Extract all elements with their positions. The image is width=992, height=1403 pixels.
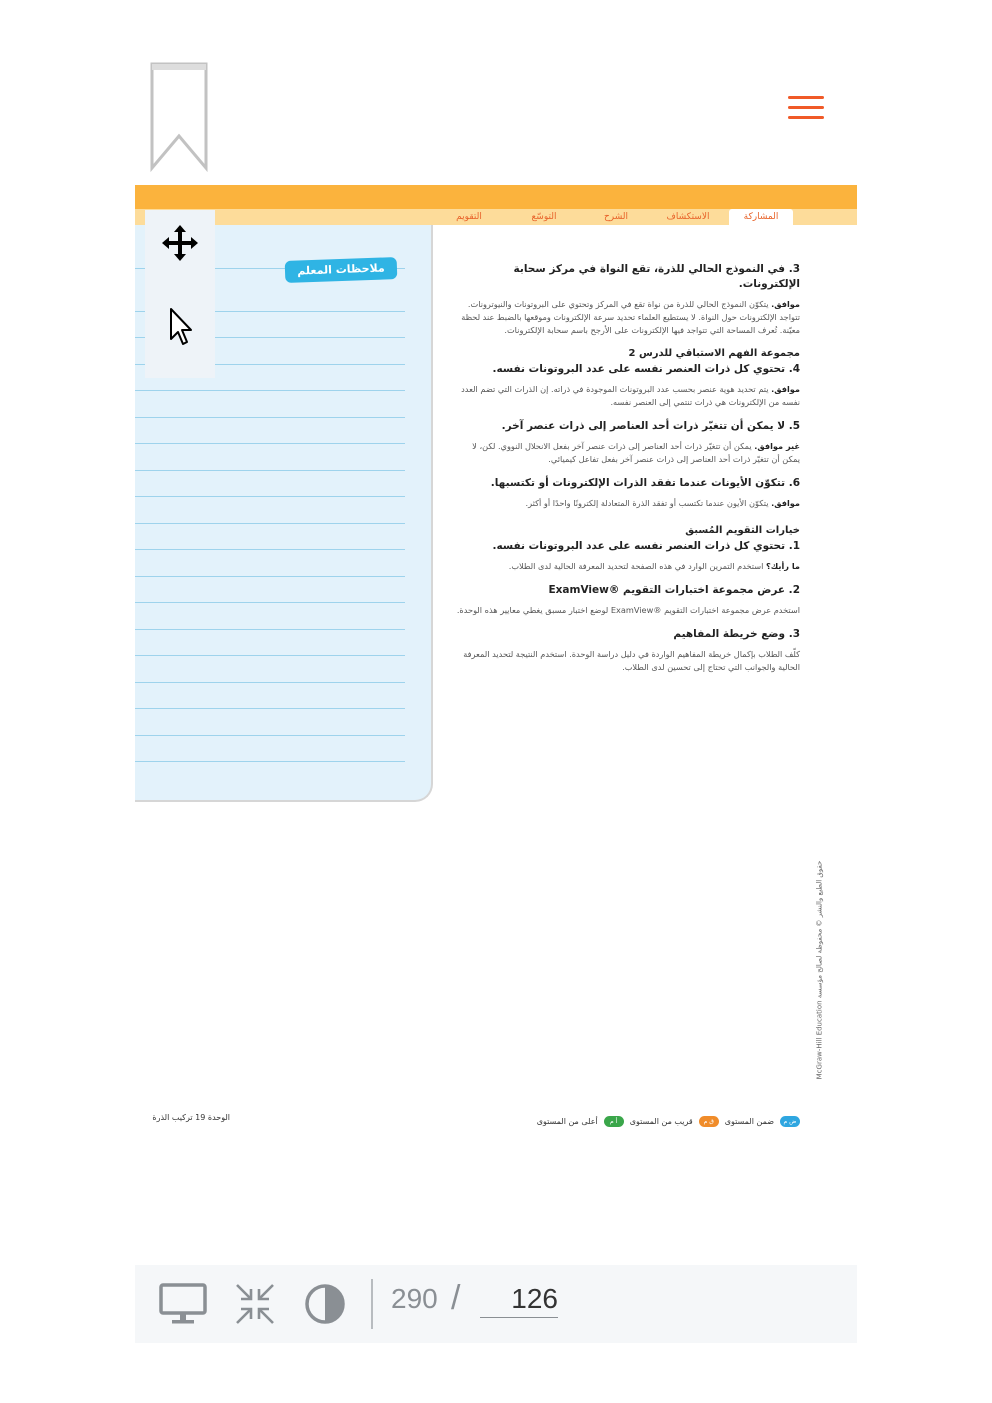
viewer-toolbar	[135, 1265, 857, 1343]
level-legend	[490, 1113, 800, 1129]
total-pages: 290	[391, 1283, 438, 1314]
statement-5: 5. لا يمكن أن تتغيّر ذرات أحد العناصر إلى ذرات عنصر آخر.	[501, 420, 800, 432]
bookmark-icon[interactable]	[148, 60, 210, 172]
lesson-tabs	[135, 209, 857, 225]
statement-6: 6. تتكوّن الأيونات عندما تفقد الذرات الإلكترونات أو تكتسبها.	[490, 477, 800, 489]
answer-6: موافق. يتكوّن الأيون عندما تكتسب أو تفقد الذرة المتعادلة إلكترونًا واحدًا أو أكثر.	[525, 498, 800, 508]
tab-explain[interactable]: الشرح	[603, 212, 629, 222]
option-2: 2. عرض مجموعة اختبارات التقويم ®ExamView	[548, 584, 800, 596]
options-title: خيارات التقويم المُسبق	[685, 525, 800, 536]
tab-engage[interactable]: المشاركة	[729, 209, 793, 225]
toolbar-separator	[371, 1279, 373, 1329]
approaching-level-badge: ق م	[699, 1116, 719, 1127]
monitor-icon[interactable]	[159, 1281, 207, 1327]
beyond-level-label: أعلى من المستوى	[536, 1116, 598, 1126]
pointer-icon[interactable]	[159, 306, 201, 348]
page-slash: /	[451, 1279, 461, 1317]
statement-4: 4. تحتوي كل ذرات العنصر نفسه على عدد البروتونات نفسه.	[492, 363, 800, 375]
menu-icon[interactable]	[788, 96, 824, 124]
approaching-level-label: قريب من المستوى	[629, 1116, 693, 1126]
tab-explore[interactable]: الاستكشاف	[666, 212, 710, 222]
answer-3: موافق. يتكوّن النموذج الحالي للذرة من نواة تقع في المركز وتحتوي على البروتونات والنيوترونات. تتواجد الإلكترونات حول النواة. لا يستطيع العلماء تحديد سرعة الإلكترونات وموقعها بالضبط عند لحظة معيّنة. تُعرف المساحة التي تتواجد فيها الإلكترونات على الأرجح باسم سحابة الإلكترونات.	[461, 299, 800, 335]
tab-elaborate[interactable]: التوسّع	[531, 212, 557, 222]
tool-palette	[145, 210, 215, 378]
tab-evaluate[interactable]: التقويم	[456, 212, 482, 222]
teacher-notes-title: ملاحظات المعلم	[285, 257, 398, 283]
option-3: 3. وضع خريطة المفاهيم	[673, 628, 800, 640]
statement-3: 3. في النموذج الحالي للذرة، تقع النواة في مركز سحابة الإلكترونات.	[513, 263, 800, 290]
beyond-level-badge: أ م	[604, 1116, 624, 1127]
lesson-content	[455, 262, 800, 684]
move-icon[interactable]	[159, 222, 201, 264]
option-1-text: ما رأيك؟ استخدم التمرين الوارد في هذه الصفحة لتحديد المعرفة الحالية لدى الطلاب.	[508, 561, 800, 571]
unit-footer: الوحدة 19 تركيب الذرة	[152, 1113, 230, 1122]
group-title: مجموعة الفهم الاستباقي للدرس 2	[628, 348, 800, 359]
fit-screen-icon[interactable]	[231, 1281, 279, 1327]
page-number-input[interactable]	[480, 1281, 558, 1318]
answer-4: موافق. يتم تحديد هوية عنصر بحسب عدد البروتونات الموجودة في ذراته. إن الذرات التي تضم العدد نفسه من الإلكترونات هي ذرات تنتمي إلى العنصر نفسه.	[461, 384, 800, 407]
page-header-band	[135, 185, 857, 209]
option-3-text: كلّف الطلاب بإكمال خريطة المفاهيم الواردة في دليل دراسة الوحدة. استخدم النتيجة لتحديد المعرفة الحالية والجوانب التي تحتاج إلى تحسين لدى الطلاب.	[463, 649, 800, 672]
contrast-icon[interactable]	[301, 1281, 349, 1327]
copyright-note: حقوق الطبع والنشر © محفوظة لصالح مؤسسة McGraw-Hill Education	[815, 860, 824, 1080]
on-level-label: ضمن المستوى	[724, 1116, 774, 1126]
option-1: 1. تحتوي كل ذرات العنصر نفسه على عدد البروتونات نفسه.	[492, 540, 800, 552]
option-2-text: استخدم عرض مجموعة اختبارات التقويم ®ExamView لوضع اختبار مسبق يغطي معايير هذه الوحدة.	[456, 605, 800, 615]
answer-5: غير موافق. يمكن أن تتغيّر ذرات أحد العناصر إلى ذرات عنصر آخر بفعل الانحلال النووي. لكن، لا يمكن أن تتغيّر ذرات أحد العناصر إلى ذرات عنصر آخر بفعل تفاعل كيميائي.	[472, 441, 800, 464]
on-level-badge: ض م	[780, 1116, 800, 1127]
